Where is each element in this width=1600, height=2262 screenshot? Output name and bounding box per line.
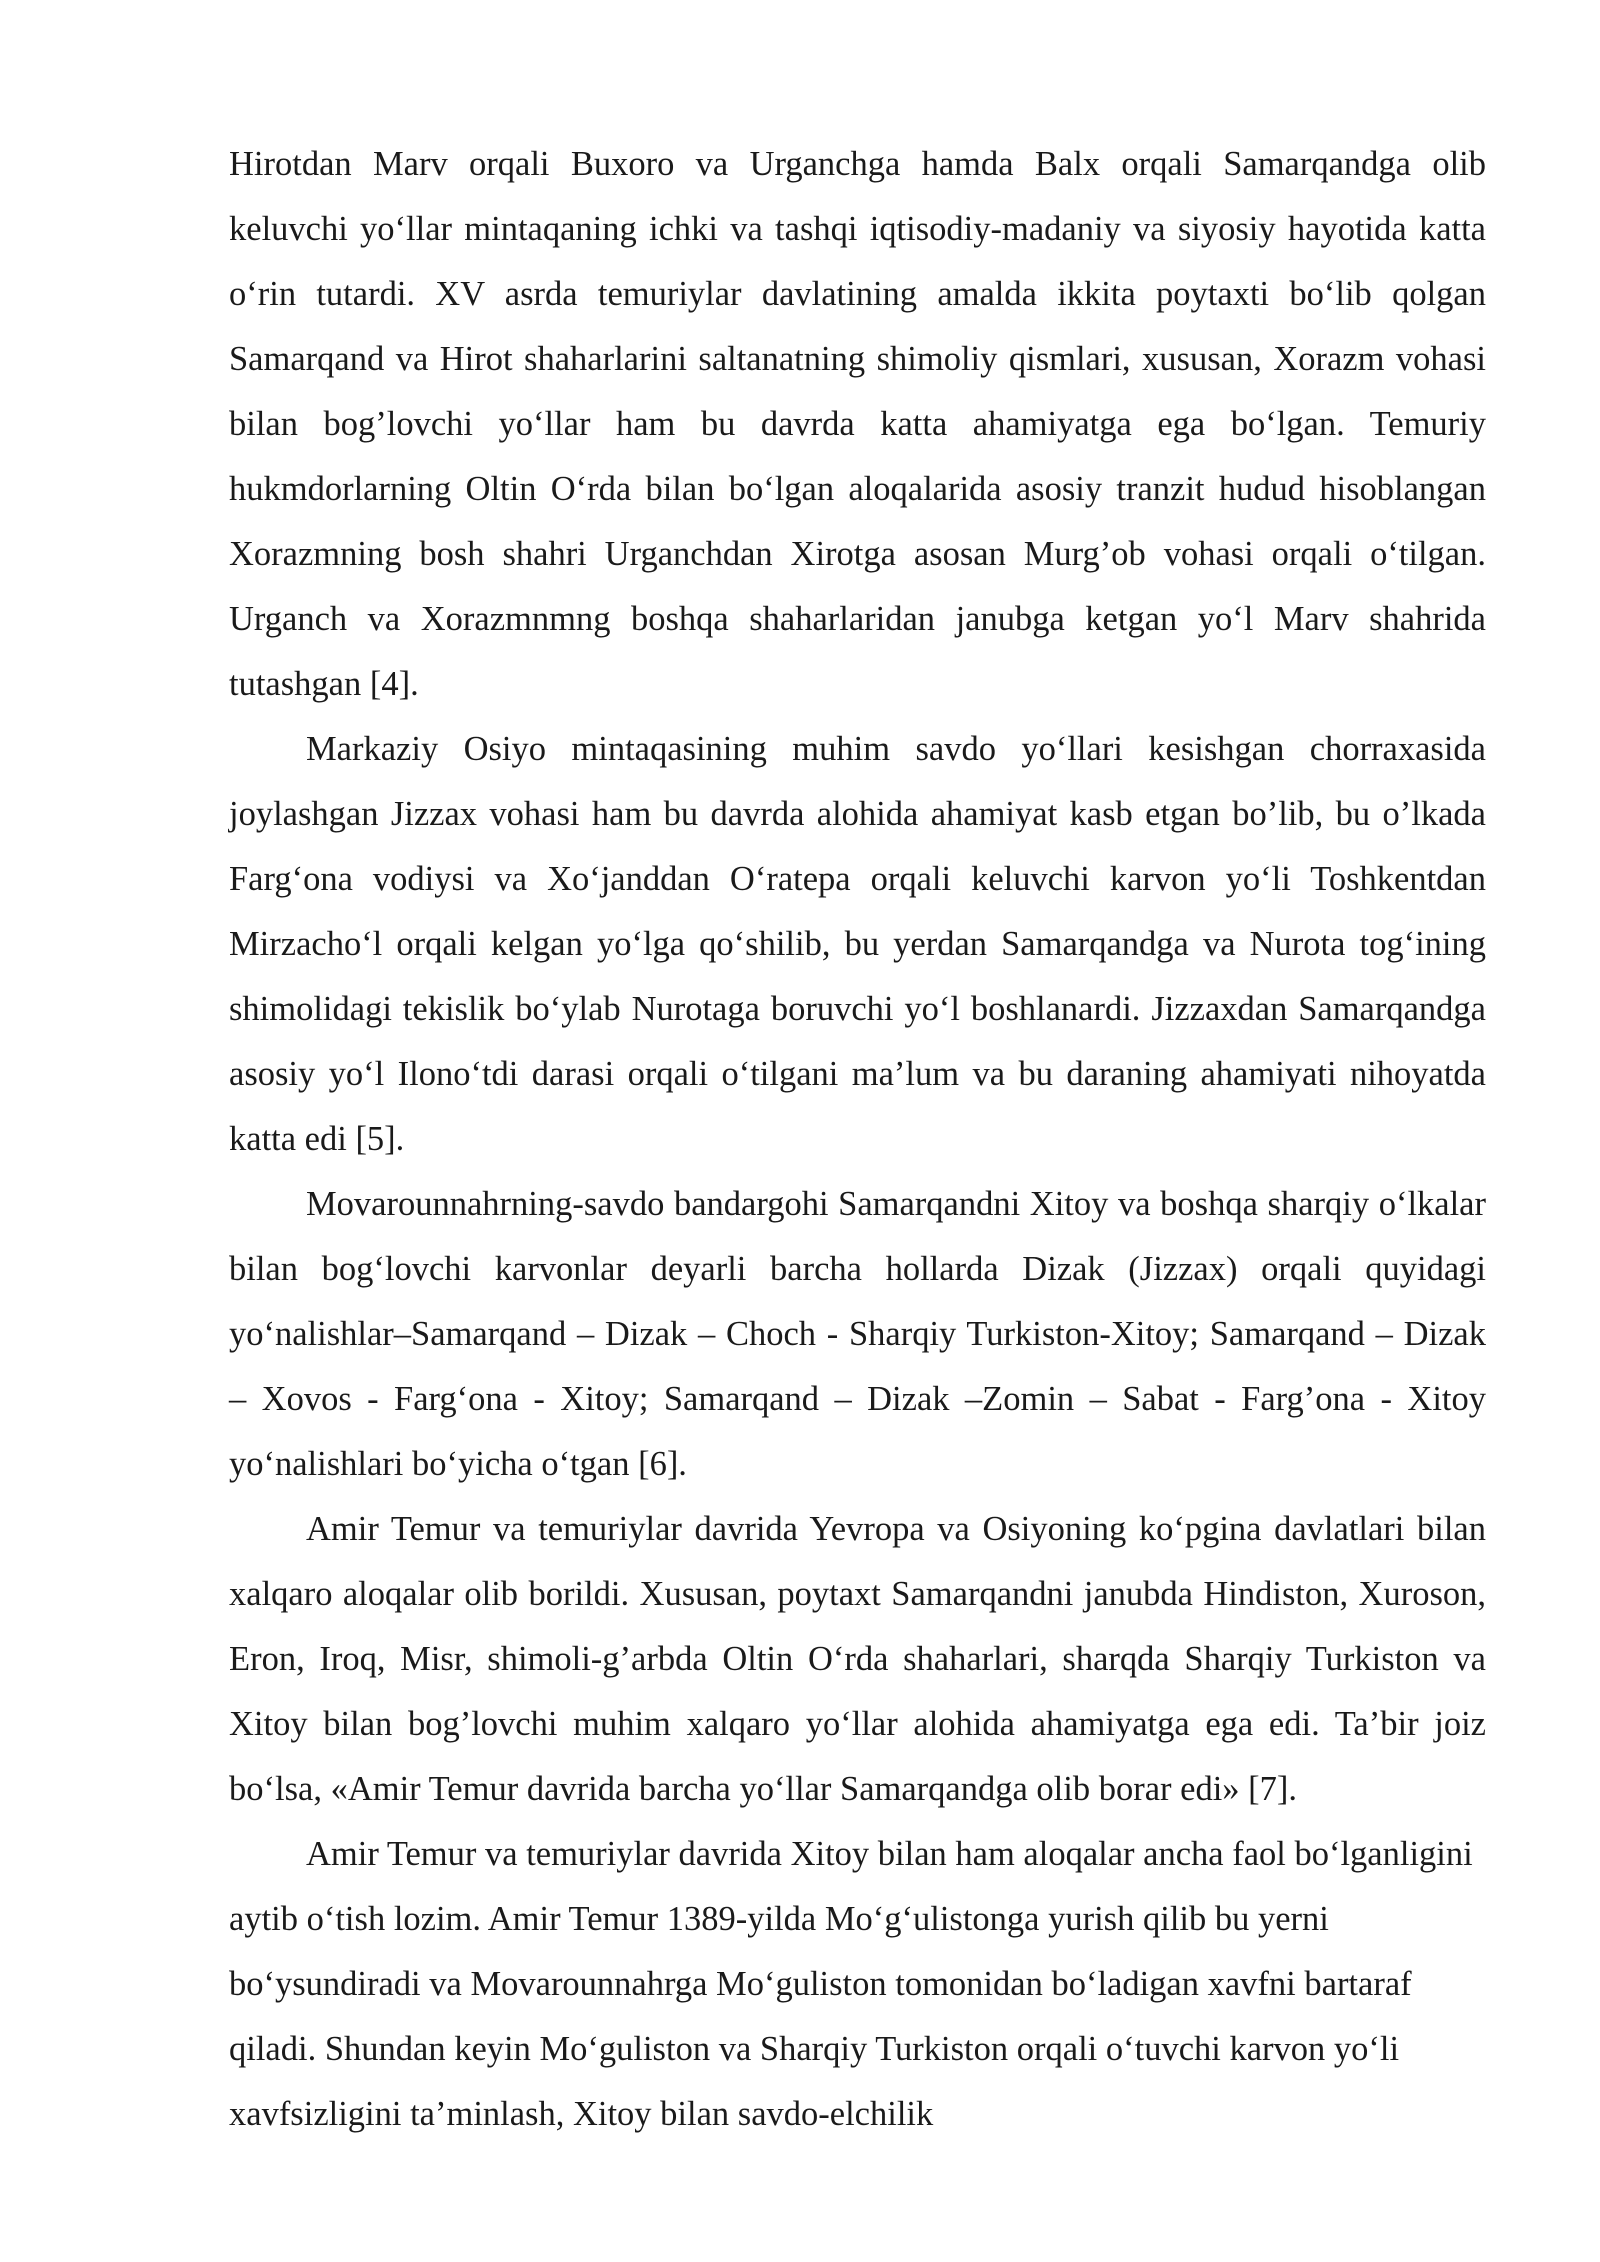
document-page — [229, 132, 1486, 2147]
paragraph-4: Amir Temur va temuriylar davrida Yevropa va Osiyoning ko‘pgina davlatlari bilan xalqaro aloqalar olib borildi. Xususan, poytaxt Samarqandni janubda Hindiston, Xuroson, Eron, Iroq, Misr, shimoli-g’arbda Oltin O‘rda shaharlari, sharqda Sharqiy Turkiston va Xitoy bilan bog’lovchi muhim xalqaro yo‘llar alohida ahamiyatga ega edi. Ta’bir joiz bo‘lsa, «Amir Temur davrida barcha yo‘llar Samarqandga olib borar edi» [7]. — [229, 1510, 1486, 1808]
paragraph-3: Movarounnahrning-savdo bandargohi Samarqandni Xitoy va boshqa sharqiy o‘lkalar bilan bog‘lovchi karvonlar deyarli barcha hollarda Dizak (Jizzax) orqali quyidagi yo‘nalishlar–Samarqand – Dizak – Choch - Sharqiy Turkiston-Xitoy; Samarqand – Dizak – Xovos - Farg‘ona - Xitoy; Samarqand – Dizak –Zomin – Sabat - Farg’ona - Xitoy yo‘nalishlari bo‘yicha o‘tgan [6]. — [229, 1185, 1486, 1483]
paragraph-2: Markaziy Osiyo mintaqasining muhim savdo yo‘llari kesishgan chorraxasida joylashgan Jizzax vohasi ham bu davrda alohida ahamiyat kasb etgan bo’lib, bu o’lkada Farg‘ona vodiysi va Xo‘janddan O‘ratepa orqali keluvchi karvon yo‘li Toshkentdan Mirzacho‘l orqali kelgan yo‘lga qo‘shilib, bu yerdan Samarqandga va Nurota tog‘ining shimolidagi tekislik bo‘ylab Nurotaga boruvchi yo‘l boshlanardi. Jizzaxdan Samarqandga asosiy yo‘l Ilono‘tdi darasi orqali o‘tilgani ma’lum va bu daraning ahamiyati nihoyatda katta edi [5]. — [229, 730, 1486, 1158]
paragraph-1: Hirotdan Marv orqali Buxoro va Urganchga hamda Balx orqali Samarqandga olib keluvchi yo‘llar mintaqaning ichki va tashqi iqtisodiy-madaniy va siyosiy hayotida katta o‘rin tutardi. XV asrda temuriylar davlatining amalda ikkita poytaxti bo‘lib qolgan Samarqand va Hirot shaharlarini saltanatning shimoliy qismlari, xususan, Xorazm vohasi bilan bog’lovchi yo‘llar ham bu davrda katta ahamiyatga ega bo‘lgan. Temuriy hukmdorlarning Oltin O‘rda bilan bo‘lgan aloqalarida asosiy tranzit hudud hisoblangan Xorazmning bosh shahri Urganchdan Xirotga asosan Murg’ob vohasi orqali o‘tilgan. Urganch va Xorazmnmng boshqa shaharlaridan janubga ketgan yo‘l Marv shahrida tutashgan [4]. — [229, 145, 1486, 703]
paragraph-5: Amir Temur va temuriylar davrida Xitoy bilan ham aloqalar ancha faol bo‘lganligini aytib o‘tish lozim. Amir Temur 1389-yilda Mo‘g‘ulistonga yurish qilib bu yerni bo‘ysundiradi va Movarounnahrga Mo‘guliston tomonidan bo‘ladigan xavfni bartaraf qiladi. Shundan keyin Mo‘guliston va Sharqiy Turkiston orqali o‘tuvchi karvon yo‘li xavfsizligini ta’minlash, Xitoy bilan savdo-elchilik — [229, 1835, 1473, 2133]
